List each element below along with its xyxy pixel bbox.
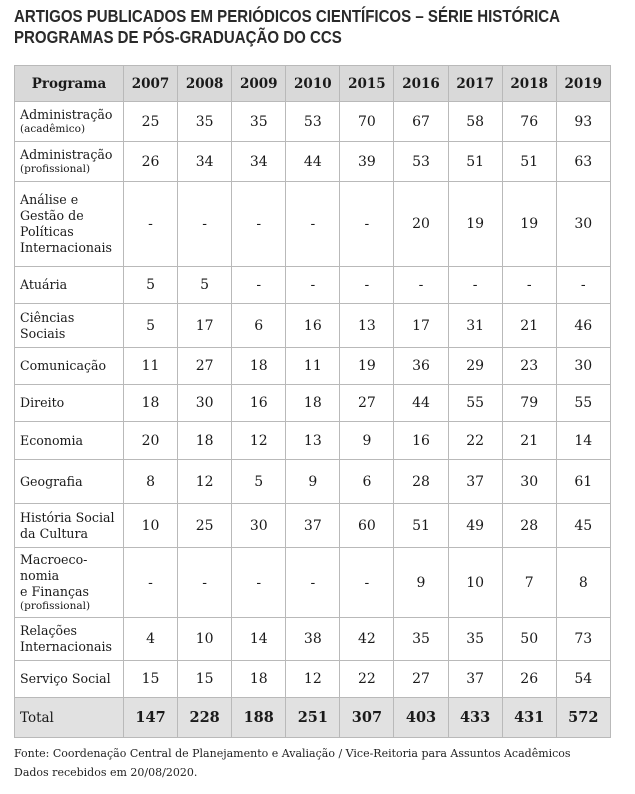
value-cell: - — [502, 267, 556, 304]
value-cell: 13 — [340, 304, 394, 348]
table-row — [15, 460, 611, 504]
value-cell: 4 — [124, 618, 178, 661]
program-name-line: Economia — [20, 432, 83, 448]
value-cell: 44 — [394, 385, 448, 422]
header-year: 2016 — [394, 66, 448, 102]
table-row — [15, 422, 611, 460]
table-row — [15, 548, 611, 618]
table-row — [15, 267, 611, 304]
program-name-line: Macroeco- — [20, 552, 88, 567]
value-cell: 37 — [286, 504, 340, 548]
value-cell: 18 — [178, 422, 232, 460]
program-name-line: Serviço Social — [20, 671, 111, 686]
value-cell: 19 — [340, 348, 394, 385]
program-subtitle: (profissional) — [20, 163, 91, 175]
value-cell: 39 — [340, 142, 394, 182]
value-cell: - — [124, 182, 178, 267]
header-year: 2018 — [502, 66, 556, 102]
value-cell: 26 — [124, 142, 178, 182]
value-cell: - — [286, 267, 340, 304]
value-cell: 21 — [502, 422, 556, 460]
header-program: Programa — [15, 66, 124, 102]
value-cell: 30 — [502, 460, 556, 504]
value-cell: 22 — [448, 422, 502, 460]
program-cell — [15, 102, 124, 142]
program-cell — [15, 142, 124, 182]
program-name-line: Geografia — [20, 473, 83, 489]
total-value-cell: 431 — [502, 698, 556, 738]
value-cell: 11 — [286, 348, 340, 385]
value-cell: - — [340, 548, 394, 618]
value-cell: 11 — [124, 348, 178, 385]
program-name-line: Administração — [20, 147, 113, 162]
program-name-line: Comunicação — [20, 358, 107, 373]
header-year: 2019 — [556, 66, 610, 102]
program-name-line: e Finanças — [20, 584, 89, 599]
value-cell: - — [232, 182, 286, 267]
value-cell: - — [232, 548, 286, 618]
value-cell: 63 — [556, 142, 610, 182]
value-cell: 25 — [178, 504, 232, 548]
program-cell — [15, 348, 124, 385]
table-row — [15, 102, 611, 142]
value-cell: - — [394, 267, 448, 304]
value-cell: - — [286, 182, 340, 267]
value-cell: 14 — [556, 422, 610, 460]
header-year: 2017 — [448, 66, 502, 102]
value-cell: 28 — [502, 504, 556, 548]
value-cell: 8 — [124, 460, 178, 504]
value-cell: 37 — [448, 460, 502, 504]
program-name-line: Relações — [20, 623, 78, 638]
value-cell: 55 — [556, 385, 610, 422]
total-value-cell: 188 — [232, 698, 286, 738]
footer-date: Dados recebidos em 20/08/2020. — [14, 766, 198, 779]
value-cell: 46 — [556, 304, 610, 348]
value-cell: 67 — [394, 102, 448, 142]
value-cell: 35 — [178, 102, 232, 142]
value-cell: 51 — [448, 142, 502, 182]
value-cell: 27 — [340, 385, 394, 422]
program-name-line: da Cultura — [20, 525, 89, 541]
value-cell: 18 — [286, 385, 340, 422]
value-cell: 19 — [448, 182, 502, 267]
value-cell: 26 — [502, 661, 556, 698]
value-cell: 93 — [556, 102, 610, 142]
title-line-2: PROGRAMAS DE PÓS-GRADUAÇÃO DO CCS — [14, 27, 342, 47]
value-cell: 37 — [448, 661, 502, 698]
value-cell: 5 — [124, 304, 178, 348]
value-cell: 34 — [232, 142, 286, 182]
value-cell: 35 — [448, 618, 502, 661]
program-cell — [15, 304, 124, 348]
value-cell: 6 — [232, 304, 286, 348]
program-cell — [15, 267, 124, 304]
value-cell: 18 — [124, 385, 178, 422]
total-value-cell: 572 — [556, 698, 610, 738]
table-row — [15, 618, 611, 661]
program-name-line: Sociais — [20, 325, 66, 341]
value-cell: 17 — [178, 304, 232, 348]
total-value-cell: 251 — [286, 698, 340, 738]
table-row — [15, 661, 611, 698]
value-cell: 51 — [502, 142, 556, 182]
value-cell: 18 — [232, 661, 286, 698]
value-cell: 20 — [394, 182, 448, 267]
value-cell: 50 — [502, 618, 556, 661]
value-cell: 36 — [394, 348, 448, 385]
program-cell — [15, 661, 124, 698]
value-cell: 20 — [124, 422, 178, 460]
value-cell: 14 — [232, 618, 286, 661]
value-cell: 27 — [178, 348, 232, 385]
value-cell: 9 — [340, 422, 394, 460]
program-name-line: Análise e — [20, 192, 79, 207]
value-cell: - — [178, 548, 232, 618]
table-row — [15, 142, 611, 182]
value-cell: 25 — [124, 102, 178, 142]
program-cell — [15, 385, 124, 422]
program-cell — [15, 422, 124, 460]
value-cell: 53 — [394, 142, 448, 182]
value-cell: 5 — [232, 460, 286, 504]
total-label: Total — [15, 698, 124, 738]
value-cell: 10 — [124, 504, 178, 548]
total-value-cell: 228 — [178, 698, 232, 738]
value-cell: 44 — [286, 142, 340, 182]
program-cell — [15, 504, 124, 548]
value-cell: 21 — [502, 304, 556, 348]
total-value-cell: 433 — [448, 698, 502, 738]
header-year: 2008 — [178, 66, 232, 102]
value-cell: - — [124, 548, 178, 618]
value-cell: 23 — [502, 348, 556, 385]
program-name-line: Atuária — [20, 277, 68, 292]
footer — [14, 744, 571, 782]
value-cell: 29 — [448, 348, 502, 385]
value-cell: 17 — [394, 304, 448, 348]
title-line-1: ARTIGOS PUBLICADOS EM PERIÓDICOS CIENTÍFICOS – SÉRIE HISTÓRICA — [14, 6, 561, 26]
value-cell: 70 — [340, 102, 394, 142]
value-cell: 5 — [124, 267, 178, 304]
value-cell: 22 — [340, 661, 394, 698]
value-cell: 15 — [124, 661, 178, 698]
program-cell — [15, 548, 124, 618]
value-cell: 18 — [232, 348, 286, 385]
program-subtitle: (profissional) — [20, 600, 91, 612]
value-cell: 27 — [394, 661, 448, 698]
value-cell: 30 — [178, 385, 232, 422]
value-cell: 30 — [232, 504, 286, 548]
program-name-line: Internacionais — [20, 639, 113, 654]
value-cell: 73 — [556, 618, 610, 661]
value-cell: - — [232, 267, 286, 304]
value-cell: - — [340, 182, 394, 267]
program-name-line: Políticas — [20, 224, 74, 239]
table-header-row — [15, 66, 611, 102]
program-name-line: Ciências — [20, 309, 75, 325]
value-cell: 42 — [340, 618, 394, 661]
document-title — [14, 6, 561, 48]
value-cell: 19 — [502, 182, 556, 267]
value-cell: 13 — [286, 422, 340, 460]
table-row — [15, 348, 611, 385]
value-cell: 16 — [232, 385, 286, 422]
total-value-cell: 147 — [124, 698, 178, 738]
value-cell: 30 — [556, 348, 610, 385]
table-row — [15, 385, 611, 422]
program-cell — [15, 460, 124, 504]
value-cell: 61 — [556, 460, 610, 504]
value-cell: - — [340, 267, 394, 304]
footer-source: Fonte: Coordenação Central de Planejamento e Avaliação / Vice-Reitoria para Assuntos Acadêmicos — [14, 747, 571, 760]
total-value-cell: 307 — [340, 698, 394, 738]
program-cell — [15, 618, 124, 661]
value-cell: 9 — [394, 548, 448, 618]
value-cell: 34 — [178, 142, 232, 182]
header-year: 2009 — [232, 66, 286, 102]
value-cell: 60 — [340, 504, 394, 548]
value-cell: 79 — [502, 385, 556, 422]
value-cell: 6 — [340, 460, 394, 504]
value-cell: 58 — [448, 102, 502, 142]
value-cell: 16 — [286, 304, 340, 348]
program-name-line: Internacionais — [20, 240, 113, 255]
value-cell: 35 — [232, 102, 286, 142]
value-cell: - — [286, 548, 340, 618]
table-row — [15, 304, 611, 348]
value-cell: 30 — [556, 182, 610, 267]
value-cell: 35 — [394, 618, 448, 661]
value-cell: 49 — [448, 504, 502, 548]
total-value-cell: 403 — [394, 698, 448, 738]
value-cell: 7 — [502, 548, 556, 618]
table-body — [15, 102, 611, 738]
table-row — [15, 504, 611, 548]
value-cell: 10 — [178, 618, 232, 661]
program-subtitle: (acadêmico) — [20, 123, 86, 135]
program-name-line: Gestão de — [20, 208, 84, 223]
value-cell: 76 — [502, 102, 556, 142]
header-year: 2015 — [340, 66, 394, 102]
value-cell: 31 — [448, 304, 502, 348]
value-cell: 51 — [394, 504, 448, 548]
total-row — [15, 698, 611, 738]
value-cell: 45 — [556, 504, 610, 548]
header-year: 2007 — [124, 66, 178, 102]
value-cell: 5 — [178, 267, 232, 304]
value-cell: 55 — [448, 385, 502, 422]
value-cell: 12 — [286, 661, 340, 698]
value-cell: 53 — [286, 102, 340, 142]
value-cell: 15 — [178, 661, 232, 698]
program-cell — [15, 182, 124, 267]
program-name-line: História Social — [20, 509, 115, 525]
value-cell: 28 — [394, 460, 448, 504]
value-cell: 10 — [448, 548, 502, 618]
value-cell: 12 — [178, 460, 232, 504]
header-year: 2010 — [286, 66, 340, 102]
value-cell: 8 — [556, 548, 610, 618]
value-cell: 12 — [232, 422, 286, 460]
program-name-line: Administração — [20, 107, 113, 122]
program-name-line: nomia — [20, 568, 60, 583]
value-cell: 16 — [394, 422, 448, 460]
value-cell: 38 — [286, 618, 340, 661]
articles-table — [14, 65, 611, 738]
value-cell: - — [178, 182, 232, 267]
value-cell: 54 — [556, 661, 610, 698]
value-cell: 9 — [286, 460, 340, 504]
value-cell: - — [448, 267, 502, 304]
value-cell: - — [556, 267, 610, 304]
table-row — [15, 182, 611, 267]
program-name-line: Direito — [20, 395, 65, 410]
